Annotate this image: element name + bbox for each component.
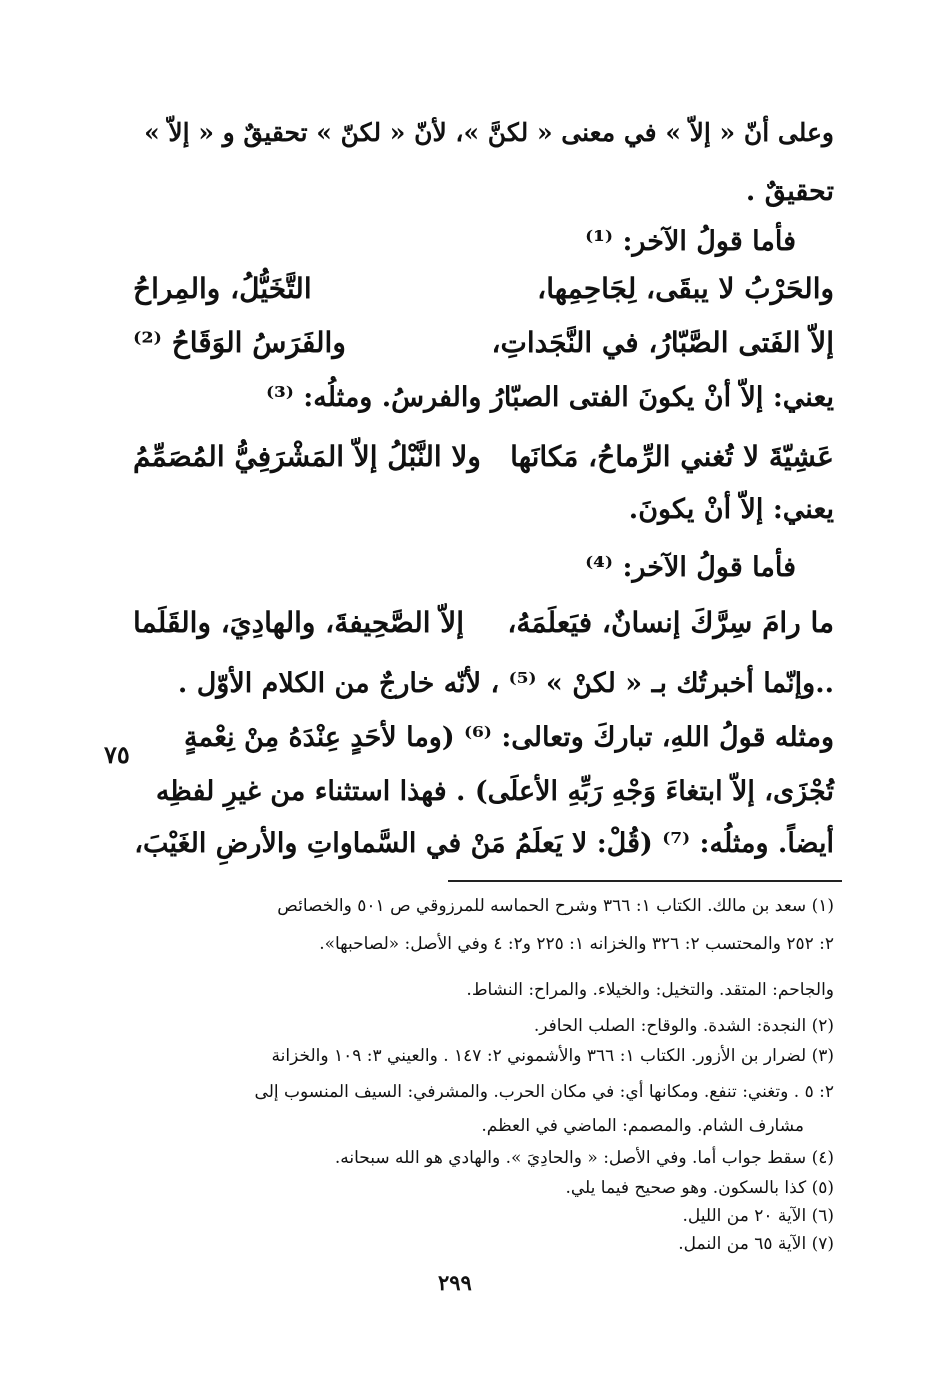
footnote-line-2: ٢: ٢٥٢ والمحتسب ٢: ٣٢٦ والخزانه ١: ٢٢٥ و٢: ٤ وفي الأصل: «لصاحبها». xyxy=(319,934,834,954)
footnote-line-6: ٢: ٥ . وتغني: تنفع. ومكانها أي: في مكان الحرب. والمشرفي: السيف المنسوب إلى xyxy=(254,1082,834,1102)
body-line-5: يعني: إلاّ أنْ يكونَ. xyxy=(628,494,834,525)
body-line-10: أيضاً. ومثلُه: ⁽⁷⁾ (قُلْ: لا يَعلَمُ مَنْ في السَّماواتِ والأرضِ الغَيْبَ، xyxy=(134,828,834,859)
verse-4-left: إلاّ الصَّحِيفةَ، والهادِيَ، والقَلَما xyxy=(133,606,464,639)
footnote-line-8: (٤) سقط جواب أما. وفي الأصل: « والحادِيَ ». والهادي هو الله سبحانه. xyxy=(334,1148,834,1168)
footnote-line-3: والجاحم: المتقد. والتخيل: والخيلاء. والمراح: النشاط. xyxy=(466,980,834,1000)
body-line-2: تحقيقٌ . xyxy=(745,176,834,207)
verse-2-left: والفَرَسُ الوَقَاحُ ⁽²⁾ xyxy=(133,326,346,359)
verse-2-right: إلاّ الفَتى الصَّبّارُ، في النَّجَداتِ، xyxy=(491,326,834,359)
verse-1-right: والحَرْبُ لا يبقَى، لِجَاحِمِها، xyxy=(537,272,834,305)
footnote-line-11: (٧) الآية ٦٥ من النمل. xyxy=(678,1234,834,1254)
verse-1-left: التَّخَيُّلُ، والمِراحُ xyxy=(133,272,312,305)
body-line-6: فأما قولُ الآخر: ⁽⁴⁾ xyxy=(585,552,796,583)
footnote-line-9: (٥) كذا بالسكون. وهو صحيح فيما يلي. xyxy=(565,1178,834,1198)
body-line-3: فأما قولُ الآخر: ⁽¹⁾ xyxy=(585,226,796,257)
footnote-line-7: مشارف الشام. والمصمم: الماضي في العظم. xyxy=(481,1116,804,1136)
page-number: ٢٩٩ xyxy=(438,1270,472,1295)
body-line-7: ..وإنّما أخبرتُك بـ « لكنْ » ⁽⁵⁾ ، لأنّه خارجٌ من الكلام الأوّل . xyxy=(177,668,834,699)
body-line-9: تُجْزَى، إلاّ ابتغاءَ وَجْهِ رَبِّهِ الأعلَى) . فهذا استثناء من غيرِ لفظِه xyxy=(155,776,834,807)
verse-4-right: ما رامَ سِرَّكَ إنسانٌ، فيَعلَمَهُ، xyxy=(507,606,834,639)
footnote-separator xyxy=(448,880,842,882)
footnote-line-1: (١) سعد بن مالك. الكتاب ١: ٣٦٦ وشرح الحماسه للمرزوقي ص ٥٠١ والخصائص xyxy=(277,896,834,916)
verse-3-left: ولا النَّبْلُ إلاّ المَشْرَفِيُّ المُصَمِّمُ xyxy=(133,440,481,473)
body-line-4: يعني: إلاّ أنْ يكونَ الفتى الصبّارُ والفرسُ. ومثلُه: ⁽³⁾ xyxy=(265,382,834,413)
footnote-line-10: (٦) الآية ٢٠ من الليل. xyxy=(682,1206,834,1226)
footnote-line-5: (٣) لضرار بن الأزور. الكتاب ١: ٣٦٦ والأشموني ٢: ١٤٧ . والعيني ٣: ١٠٩ والخزانة xyxy=(271,1046,834,1066)
body-line-1: وعلى أنّ « إلاّ » في معنى « لكنَّ »، لأنّ « لكنّ » تحقيقٌ و « إلاّ » xyxy=(144,118,834,147)
footnote-line-4: (٢) النجدة: الشدة. والوقاح: الصلب الحافر. xyxy=(533,1016,834,1036)
body-line-8: ومثله قولُ اللهِ، تباركَ وتعالى: ⁽⁶⁾ (وما لأحَدٍ عِنْدَهُ مِنْ نِعْمةٍ xyxy=(184,722,834,753)
verse-3-right: عَشِيّةَ لا تُغني الرِّماحُ، مَكانَها xyxy=(510,440,834,473)
margin-number: ٧٥ xyxy=(104,740,130,769)
